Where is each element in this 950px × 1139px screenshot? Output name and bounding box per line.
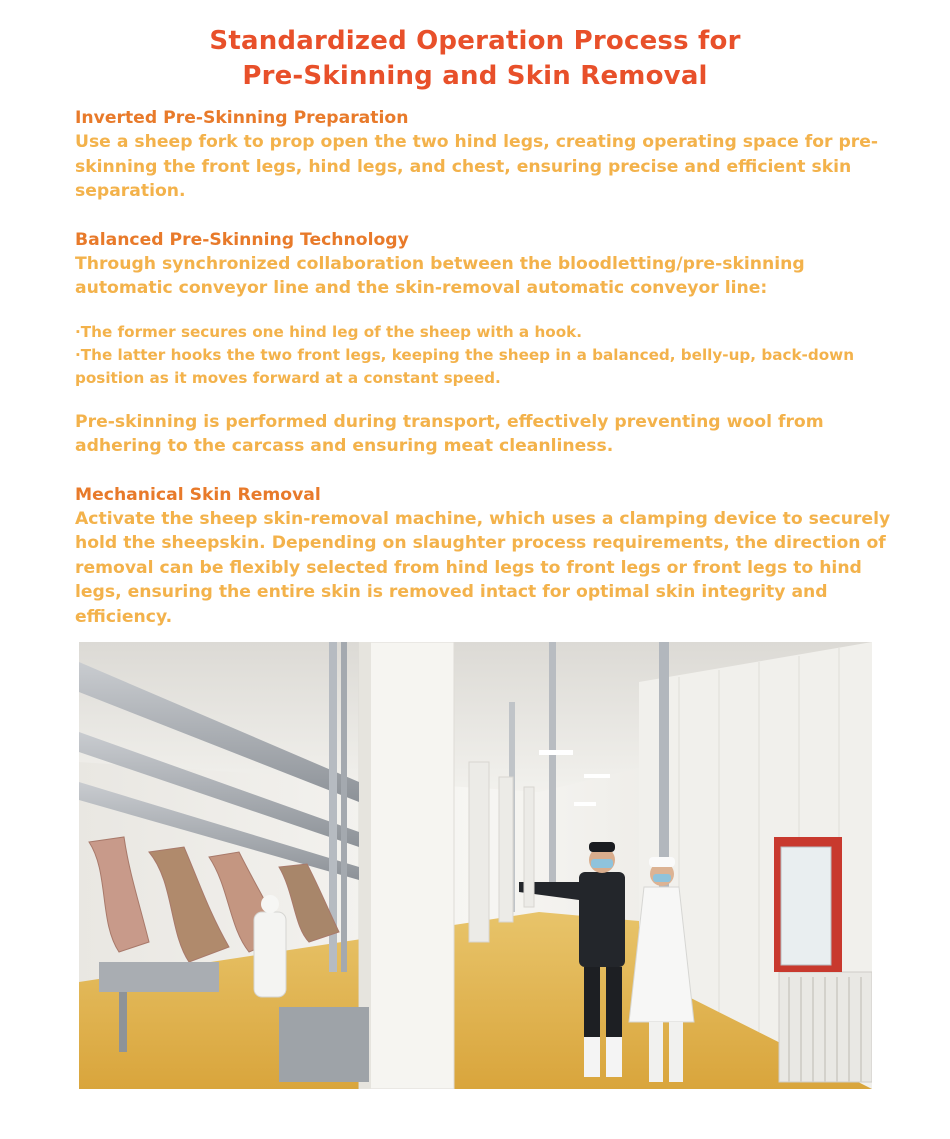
section-mechanical-removal bbox=[75, 483, 905, 630]
section-closing-text: Pre-skinning is performed during transport, effectively preventing wool from adhering to the carcass and ensuring meat cleanliness. bbox=[75, 411, 824, 456]
bullet-item: ·The latter hooks the two front legs, keeping the sheep in a balanced, belly-up, back-down position as it moves forward at a constant speed. bbox=[75, 345, 855, 387]
section-text: Activate the sheep skin-removal machine, which uses a clamping device to securely hold the sheepskin. Depending on slaughter process requirements, the direction of removal can be flexibly selected from hind legs to front legs or front legs to hind legs, ensuring the entire skin is removed intact for optimal skin integrity and efficiency. bbox=[75, 508, 891, 627]
section-heading: Balanced Pre-Skinning Technology bbox=[75, 229, 409, 250]
slaughterhouse-photo bbox=[79, 642, 872, 1089]
section-text: Through synchronized collaboration between the bloodletting/pre-skinning automatic conveyor line and the skin-removal automatic conveyor line: bbox=[75, 253, 805, 298]
section-inverted-preparation bbox=[75, 106, 905, 204]
section-text: Use a sheep fork to prop open the two hind legs, creating operating space for pre-skinning the front legs, hind legs, and chest, ensuring precise and efficient skin separation. bbox=[75, 132, 879, 201]
bullet-item: ·The former secures one hind leg of the sheep with a hook. bbox=[75, 322, 583, 341]
content bbox=[75, 106, 905, 629]
section-heading: Inverted Pre-Skinning Preparation bbox=[75, 108, 409, 128]
section-balanced-technology bbox=[75, 228, 905, 459]
title-line-2: Pre-Skinning and Skin Removal bbox=[242, 61, 708, 91]
bullet-list bbox=[75, 321, 905, 390]
slaughterhouse-illustration bbox=[79, 642, 872, 1089]
page-title bbox=[0, 24, 950, 94]
title-line-1: Standardized Operation Process for bbox=[209, 26, 741, 56]
section-heading: Mechanical Skin Removal bbox=[75, 484, 321, 505]
